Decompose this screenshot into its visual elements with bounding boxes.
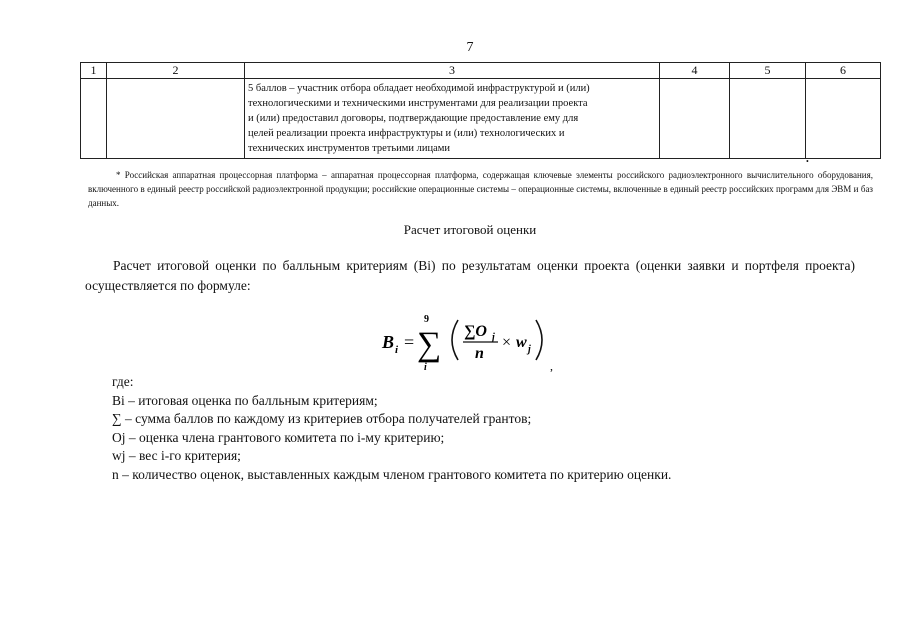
table-cell	[81, 79, 107, 159]
table-cell	[660, 79, 730, 159]
table-header-cell: 5	[730, 63, 806, 79]
formula-right-paren	[536, 320, 542, 360]
formula-trailing-comma: ,	[550, 359, 553, 373]
definition-item: Oj – оценка члена грантового комитета по i-му критерию;	[112, 429, 445, 445]
formula-intro-paragraph: Расчет итоговой оценки по балльным критериям (Bi) по результатам оценки проекта (оценки заявки и портфеля проекта) осуществляется по формуле:	[85, 258, 855, 293]
formula-sigma: ∑	[417, 326, 442, 363]
definitions-list	[112, 373, 872, 484]
formula-numerator: ∑O	[464, 323, 487, 340]
table-cell	[730, 79, 806, 159]
criterion-line: целей реализации проекта инфраструктуры и (или) технологических и	[248, 128, 565, 139]
table-header-cell: 1	[81, 63, 107, 79]
formula-times: ×	[502, 334, 512, 351]
table-header-cell: 6	[806, 63, 881, 79]
section-heading: Расчет итоговой оценки	[403, 222, 537, 237]
scan-dot: •	[806, 157, 809, 166]
table-cell	[107, 79, 245, 159]
table-header-cell: 2	[107, 63, 245, 79]
formula-sum-upper: 9	[424, 314, 429, 325]
table-header-cell: 3	[245, 63, 660, 79]
criterion-description-cell	[245, 79, 660, 159]
criterion-line: технологическими и техническими инструментами для реализации проекта	[248, 98, 588, 109]
definition-item: wj – вес i-го критерия;	[112, 448, 241, 463]
definition-item: n – количество оценок, выставленных каждым членом грантового комитета по критерию оценки.	[112, 466, 672, 482]
footnote: * Российская аппаратная процессорная платформа – аппаратная процессорная платформа, содержащая ключевые элементы российского радиоэлектронного вычислительного оборудования, включенного в единый реестр российской радиоэлектронной продукции; российские операционные системы – операционные системы, включенные в единый реестр российских программ для ЭВМ и баз данных.	[88, 170, 873, 208]
formula-denominator: n	[475, 345, 484, 362]
criterion-line: и (или) предоставил договоры, подтверждающие предоставление ему для	[248, 113, 579, 124]
definition-item: ∑ – сумма баллов по каждому из критериев отбора получателей грантов;	[112, 411, 532, 426]
formula-sum-lower: i	[424, 362, 427, 373]
table-row	[81, 79, 881, 159]
page-number: 7	[466, 40, 474, 55]
table-header-cell: 4	[660, 63, 730, 79]
table-cell	[806, 79, 881, 159]
formula-w-sub: j	[528, 344, 531, 355]
table-header-row	[81, 63, 881, 79]
criteria-table	[80, 62, 881, 159]
formula-left-paren	[452, 320, 458, 360]
definition-item: Bi – итоговая оценка по балльным критериям;	[112, 392, 378, 408]
formula-lhs: B	[382, 332, 395, 352]
definitions-intro: где:	[112, 374, 134, 389]
formula-w: w	[516, 334, 527, 351]
formula	[380, 308, 580, 378]
formula-lhs-sub: i	[395, 344, 399, 356]
formula-numerator-sub: j	[492, 332, 495, 343]
formula-equals: =	[404, 332, 415, 352]
criterion-line: технических инструментов третьими лицами	[248, 143, 451, 154]
criterion-line: 5 баллов – участник отбора обладает необходимой инфраструктурой и (или)	[248, 83, 590, 94]
